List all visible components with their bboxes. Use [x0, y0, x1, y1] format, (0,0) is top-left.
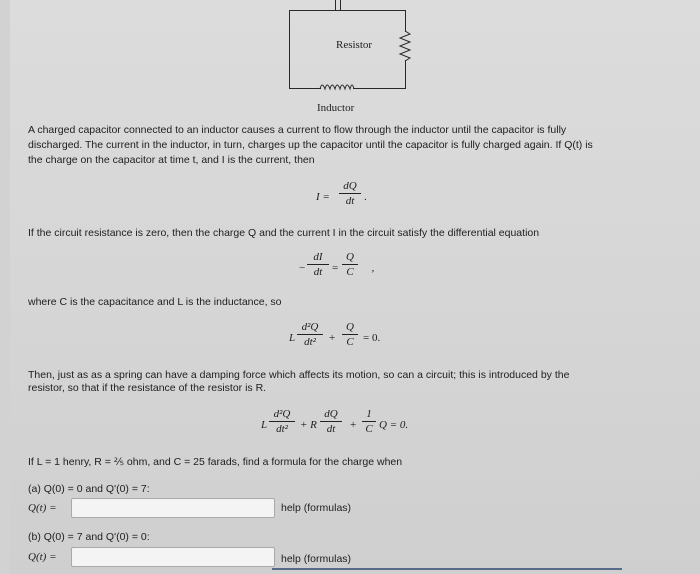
part-a-answer-input[interactable] [71, 498, 275, 518]
paragraph-4-line-2: resistor, so that if the resistance of the resistor is R. [28, 382, 267, 394]
eq3-fraction-1 [297, 321, 323, 348]
intro-line-1: A charged capacitor connected to an inductor causes a current to flow through the inductor until the capacitor is fully [28, 124, 567, 136]
fraction-bar [339, 193, 361, 194]
eq4-plus-r: + R [300, 419, 317, 431]
fraction-bar [269, 421, 295, 422]
fraction-bar [342, 334, 358, 335]
eq4-denominator-1: dt² [276, 423, 288, 435]
eq3-fraction-2 [342, 321, 358, 348]
eq1-numerator: dQ [343, 180, 357, 192]
eq3-rhs: = 0. [363, 332, 381, 344]
eq2-denominator-1: dt [313, 266, 323, 278]
fraction-bar [362, 421, 376, 422]
paragraph-4-line-1: Then, just as as a spring can have a damping force which affects its motion, so can a circuit; this is introduced by the [28, 369, 570, 381]
eq1-denominator: dt [345, 195, 355, 207]
part-a-label: Q(t) = [28, 502, 57, 514]
eq4-fraction-2 [320, 408, 342, 435]
eq4-denominator-2: dt [326, 423, 336, 435]
fraction-bar [307, 264, 329, 265]
eq3-L: L [289, 332, 296, 344]
circuit-bottom-wire-right [353, 88, 406, 89]
fraction-bar [342, 264, 358, 265]
intro-line-3: the charge on the capacitor at time t, and I is the current, then [28, 154, 315, 166]
eq4-fraction-1 [269, 408, 295, 435]
capacitor-plate [335, 0, 336, 10]
eq4-plus: + [350, 419, 357, 431]
part-a-help-link[interactable]: help (formulas) [281, 502, 352, 514]
inductor-label: Inductor [317, 102, 355, 114]
part-b-answer-input[interactable] [71, 547, 275, 567]
eq3-numerator-1: d²Q [301, 321, 319, 333]
eq2-fraction-1 [307, 251, 329, 278]
part-b-help-link[interactable]: help (formulas) [281, 553, 352, 565]
part-b-label: Q(t) = [28, 551, 57, 563]
eq2-numerator-2: Q [346, 251, 354, 263]
circuit-left-wire [289, 10, 290, 88]
eq2-tail: ‚ [371, 262, 375, 274]
page [10, 0, 700, 574]
eq4-numerator-1: d²Q [273, 408, 291, 420]
eq3-denominator-2: C [346, 336, 354, 348]
eq3-denominator-1: dt² [304, 336, 316, 348]
eq4-numerator-2: dQ [324, 408, 338, 420]
circuit-top-wire [289, 10, 406, 11]
eq2-fraction-2 [342, 251, 358, 278]
eq4-L: L [261, 419, 268, 431]
fraction-bar [297, 334, 323, 335]
resistor-label: Resistor [336, 39, 373, 51]
inductor-icon [319, 81, 355, 91]
bottom-divider [272, 568, 622, 570]
eq4-rhs: Q = 0. [379, 419, 409, 431]
eq3-numerator-2: Q [346, 321, 354, 333]
eq4-numerator-3: 1 [366, 408, 372, 420]
eq2-minus: − [299, 262, 306, 274]
capacitor-plate [340, 0, 341, 10]
eq1-lhs: I = [316, 191, 330, 203]
eq4-fraction-3 [362, 408, 376, 435]
eq1-fraction [339, 180, 361, 207]
paragraph-2: If the circuit resistance is zero, then the charge Q and the current I in the circuit satisfy the differential equation [28, 227, 540, 239]
part-b-condition: (b) Q(0) = 7 and Q'(0) = 0: [28, 531, 150, 543]
circuit-right-wire-top [405, 10, 406, 32]
eq2-denominator-2: C [346, 266, 354, 278]
part-a-condition: (a) Q(0) = 0 and Q'(0) = 7: [28, 483, 150, 495]
circuit-right-wire-bottom [405, 60, 406, 88]
eq2-numerator-1: dI [313, 251, 323, 263]
eq3-plus: + [329, 332, 336, 344]
eq1-tail: . [364, 191, 367, 203]
paragraph-5: If L = 1 henry, R = ⅖ ohm, and C = 25 farads, find a formula for the charge when [28, 456, 403, 468]
circuit-bottom-wire-left [289, 88, 321, 89]
paragraph-3: where C is the capacitance and L is the inductance, so [28, 296, 282, 308]
intro-line-2: discharged. The current in the inductor, in turn, charges up the capacitor until the capacitor is fully charged again. If Q(t) is [28, 139, 593, 151]
fraction-bar [320, 421, 342, 422]
resistor-icon [398, 31, 412, 61]
eq2-equals: = [332, 262, 339, 274]
eq4-denominator-3: C [365, 423, 373, 435]
